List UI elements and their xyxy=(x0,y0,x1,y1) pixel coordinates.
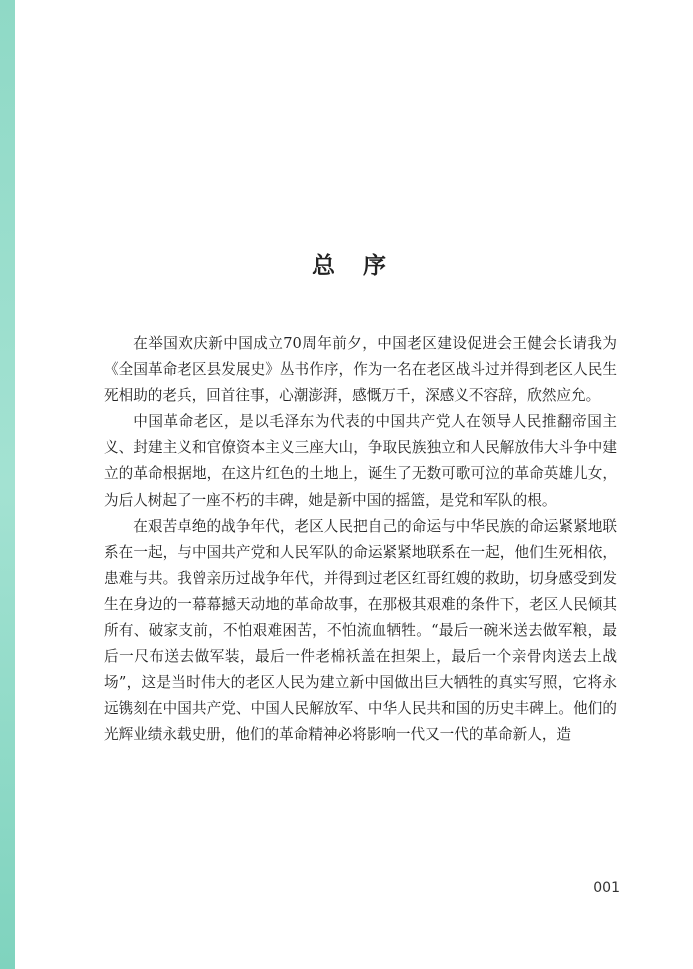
paragraph: 在举国欢庆新中国成立70周年前夕，中国老区建设促进会王健会长请我为《全国革命老区县发展史》丛书作序，作为一名在老区战斗过并得到老区人民生死相助的老兵，回首往事，心潮澎湃，感慨万千，深感义不容辞，欣然应允。 xyxy=(104,335,617,405)
paragraph: 中国革命老区，是以毛泽东为代表的中国共产党人在领导人民推翻帝国主义、封建主义和官僚资本主义三座大山，争取民族独立和人民解放伟大斗争中建立的革命根据地，在这片红色的土地上，诞生了无数可歌可泣的革命英雄儿女，为后人树起了一座不朽的丰碑，她是新中国的摇篮，是党和军队的根。 xyxy=(104,413,617,509)
paragraph: 在艰苦卓绝的战争年代，老区人民把自己的命运与中华民族的命运紧紧地联系在一起，与中国共产党和人民军队的命运紧紧地联系在一起，他们生死相依，患难与共。我曾亲历过战争年代，并得到过老区红哥红嫂的救助，切身感受到发生在身边的一幕幕撼天动地的革命故事，在那极其艰难的条件下，老区人民倾其所有、破家支前，不怕艰难困苦，不怕流血牺牲。“最后一碗米送去做军粮，最后一尺布送去做军装，最后一件老棉袄盖在担架上，最后一个亲骨肉送去上战场”，这是当时伟大的老区人民为建立新中国做出巨大牺牲的真实写照，它将永远镌刻在中国共产党、中国人民解放军、中华人民共和国的历史丰碑上。他们的光辉业绩永载史册，他们的革命精神必将影响一代又一代的革命新人，造 xyxy=(104,517,617,744)
page-title: 总 序 xyxy=(311,253,396,279)
body-text xyxy=(104,331,617,749)
document-page xyxy=(15,0,693,969)
page-number: 001 xyxy=(593,880,620,896)
decorative-side-band xyxy=(0,0,15,969)
